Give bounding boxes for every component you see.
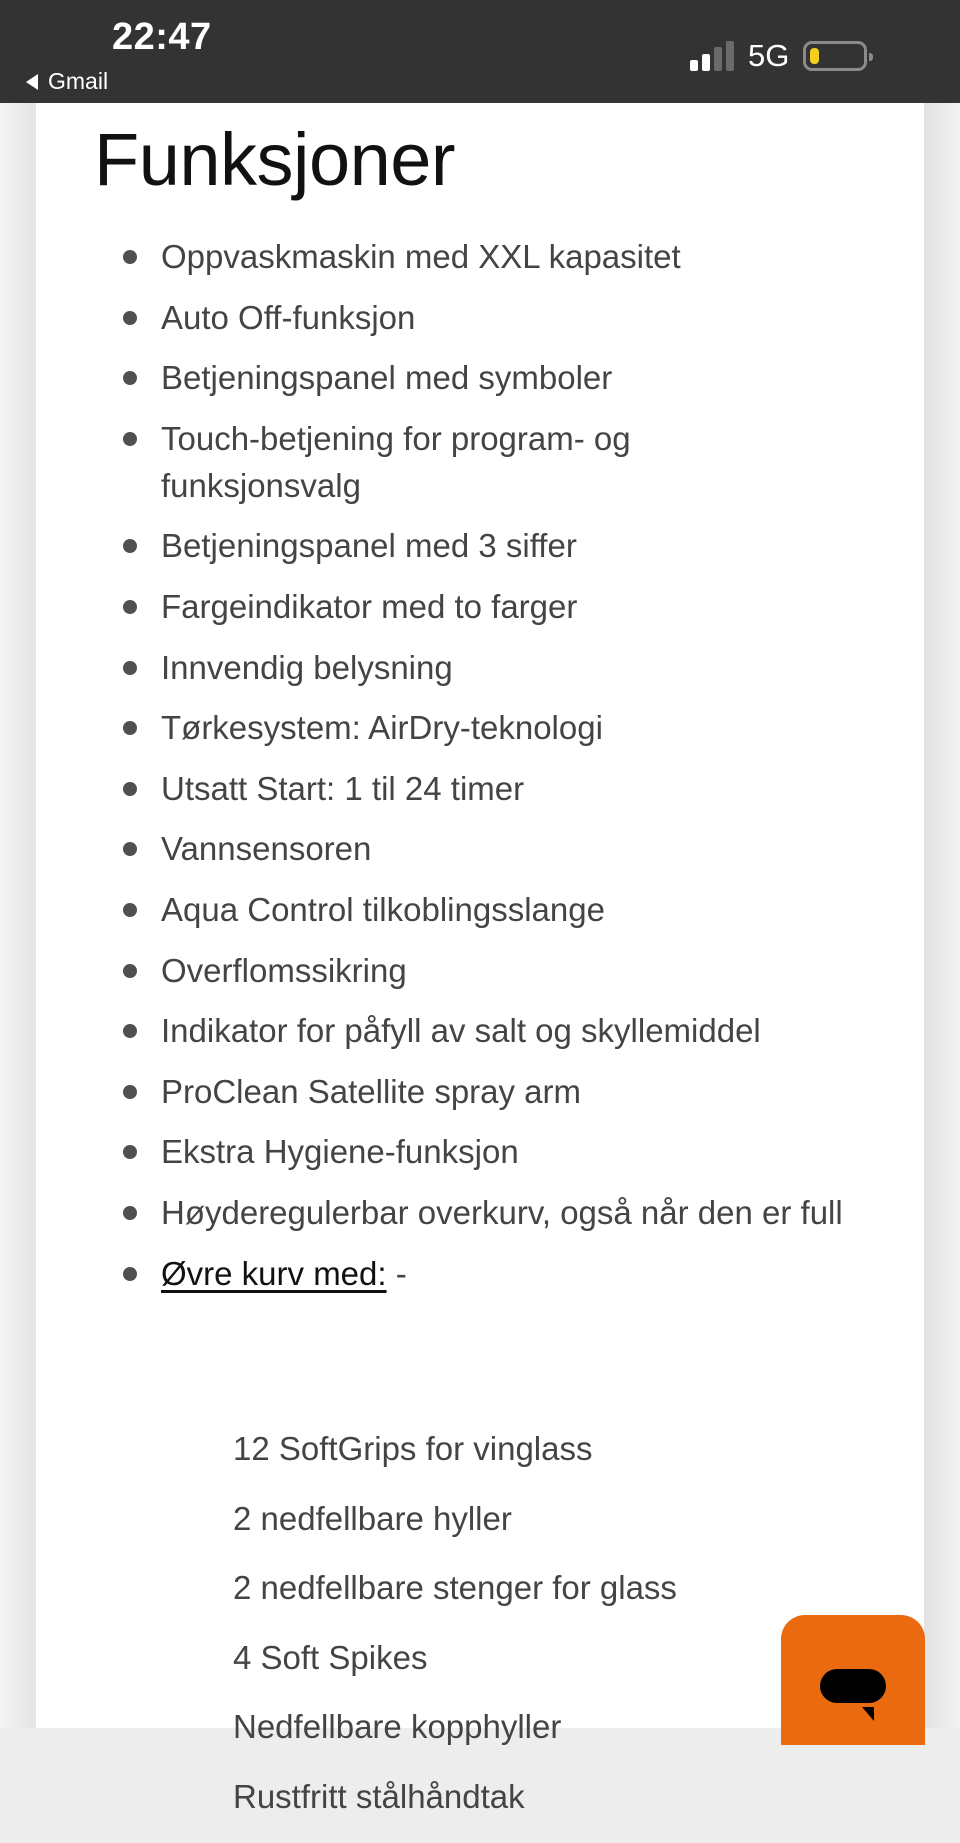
list-item: Betjeningspanel med 3 siffer — [36, 522, 924, 569]
status-bar — [0, 0, 960, 103]
bullet-icon — [123, 1024, 137, 1038]
list-item: Auto Off-funksjon — [36, 294, 924, 341]
sub-list-item: Nedfellbare kopphyller — [233, 1708, 562, 1746]
page-title: Funksjoner — [94, 118, 456, 201]
status-indicators — [690, 38, 867, 74]
list-item: Betjeningspanel med symboler — [36, 354, 924, 401]
bullet-icon — [123, 432, 137, 446]
bullet-icon — [123, 250, 137, 264]
network-type: 5G — [748, 38, 790, 73]
list-item: Fargeindikator med to farger — [36, 583, 924, 630]
back-arrow-icon — [26, 74, 38, 90]
bullet-icon — [123, 1145, 137, 1159]
signal-strength-icon — [690, 41, 734, 71]
bullet-icon — [123, 721, 137, 735]
content-card — [36, 103, 924, 1815]
bullet-icon — [123, 842, 137, 856]
chat-bubble-icon — [818, 1667, 888, 1723]
page-gutter-left — [0, 103, 36, 1728]
bullet-icon — [123, 371, 137, 385]
upper-basket-link[interactable]: Øvre kurv med: — [161, 1254, 387, 1292]
sub-list-item: 2 nedfellbare hyller — [233, 1499, 512, 1537]
upper-basket-sublist — [233, 1425, 677, 1843]
battery-icon — [803, 41, 867, 71]
bullet-icon — [123, 311, 137, 325]
list-item: Utsatt Start: 1 til 24 timer — [36, 765, 924, 812]
chat-button[interactable] — [781, 1615, 925, 1745]
list-item: Innvendig belysning — [36, 644, 924, 691]
list-item: Indikator for påfyll av salt og skyllemiddel — [36, 1007, 924, 1054]
bullet-icon — [123, 964, 137, 978]
page-gutter-right — [924, 103, 960, 1728]
list-item: Høyderegulerbar overkurv, også når den er full — [36, 1189, 924, 1236]
bullet-icon — [123, 661, 137, 675]
feature-list — [36, 233, 924, 1310]
sub-list-item: Rustfritt stålhåndtak — [233, 1777, 525, 1815]
bullet-icon — [123, 1206, 137, 1220]
sub-list-item: 2 nedfellbare stenger for glass — [233, 1569, 677, 1607]
list-item: Touch-betjening for program- og funksjonsvalg — [36, 415, 924, 509]
bullet-icon — [123, 539, 137, 553]
list-item: Vannsensoren — [36, 825, 924, 872]
sub-list-item: 12 SoftGrips for vinglass — [233, 1430, 593, 1467]
bullet-icon — [123, 782, 137, 796]
list-item: Overflomssikring — [36, 947, 924, 994]
bullet-icon — [123, 1085, 137, 1099]
back-to-app-button[interactable] — [26, 68, 108, 95]
status-time: 22:47 — [112, 16, 212, 58]
bullet-icon — [123, 600, 137, 614]
bullet-icon — [123, 1267, 137, 1281]
sub-list-item: 4 Soft Spikes — [233, 1638, 428, 1676]
bullet-icon — [123, 903, 137, 917]
list-item: Ekstra Hygiene-funksjon — [36, 1128, 924, 1175]
back-app-label: Gmail — [48, 68, 109, 94]
list-item: Tørkesystem: AirDry-teknologi — [36, 704, 924, 751]
list-item-upper-basket: Øvre kurv med: - — [36, 1250, 924, 1297]
list-item: Aqua Control tilkoblingsslange — [36, 886, 924, 933]
list-item: ProClean Satellite spray arm — [36, 1068, 924, 1115]
list-item: Oppvaskmaskin med XXL kapasitet — [36, 233, 924, 280]
